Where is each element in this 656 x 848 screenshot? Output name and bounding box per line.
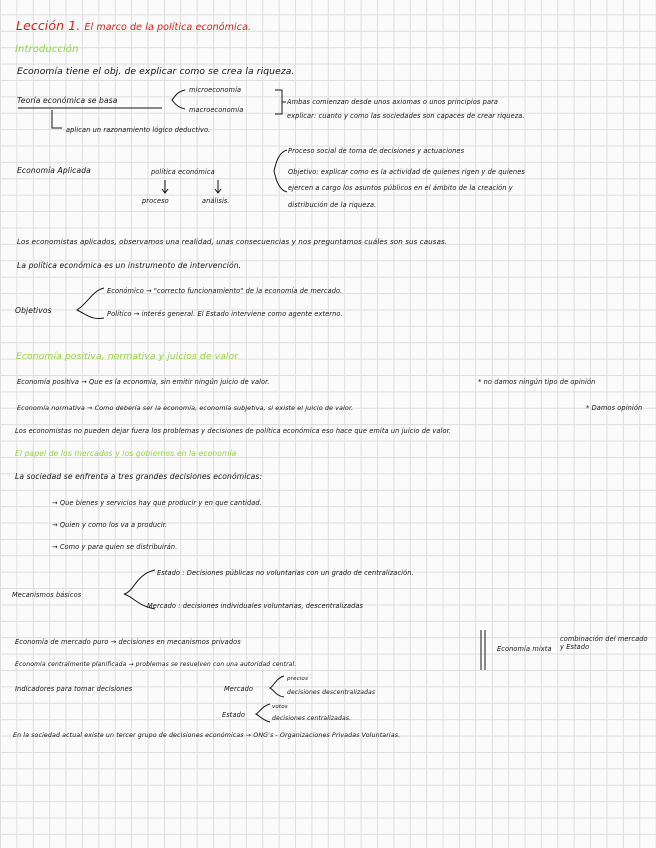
text-proceso: proceso bbox=[142, 197, 169, 205]
arrow-razonamiento bbox=[52, 110, 62, 128]
text-teoria: Teoría económica se basa bbox=[17, 96, 118, 105]
list-item: → Que bienes y servicios hay que producir y en que cantidad. bbox=[52, 499, 262, 507]
text-precios: precios bbox=[287, 676, 308, 682]
text-micro: microeconomía bbox=[189, 86, 242, 94]
text-economistas: Los economistas no pueden dejar fuera los problemas y decisiones de política económica eso hace que emita un juicio de valor. bbox=[15, 427, 452, 435]
text-aplicada: Economía Aplicada bbox=[17, 166, 91, 175]
heading-papel-mercados: El papel de los mercados y los gobiernos en la economía bbox=[15, 449, 237, 458]
text-instrumento: La política económica es un instrumento de intervención. bbox=[17, 261, 242, 270]
brace-objetivos bbox=[77, 288, 104, 319]
divider-mixta bbox=[481, 630, 485, 670]
text-politica: política económica bbox=[151, 168, 215, 176]
heading-introduccion: Introducción bbox=[15, 44, 79, 55]
list-item: → Quien y como los va a producir. bbox=[52, 521, 168, 529]
list-item: → Como y para quien se distribuirán. bbox=[52, 543, 178, 551]
text-planificada: Economía centralmente planificada → problemas se resuelven con una autoridad central. bbox=[15, 661, 297, 668]
text-ong: En la sociedad actual existe un tercer grupo de decisiones económicas → ONG's - Organizaciones Privadas Voluntarias. bbox=[13, 732, 401, 739]
brace-aplicada bbox=[274, 150, 287, 192]
text-mercado-2: Mercado bbox=[224, 685, 254, 693]
text-descentralizadas: decisiones descentralizadas bbox=[287, 689, 376, 696]
arrow-analisis bbox=[215, 180, 221, 193]
text-objetivos: Objetivos bbox=[15, 306, 52, 315]
text-ambas-2: explicar: cuanto y como las sociedades son capaces de crear riqueza. bbox=[287, 112, 525, 120]
text-razonamiento: aplican un razonamiento lógico deductivo. bbox=[66, 126, 211, 134]
text-normativa: Economía normativa → Como debería ser la economía, economía subjetiva, si existe el juicio de valor. bbox=[17, 404, 354, 412]
text-objetivo-2: ejercen a cargo los asuntos públicos en el ámbito de la creación y bbox=[288, 184, 513, 192]
text-proceso-social: Proceso social de toma de decisiones y actuaciones bbox=[288, 147, 465, 155]
arrow-proceso bbox=[162, 180, 168, 193]
text-objetivo-1: Objetivo: explicar como es la actividad de quienes rigen y de quienes bbox=[288, 168, 525, 176]
text-positiva: Economía positiva → Que es la economía, sin emitir ningún juicio de valor. bbox=[17, 378, 270, 386]
text-votos: votos bbox=[272, 704, 288, 710]
brace-mercado bbox=[270, 676, 284, 697]
lesson-number: Lección 1. bbox=[16, 18, 81, 33]
text-normativa-note: * Damos opinión bbox=[586, 404, 643, 412]
text-aplicados: Los economistas aplicados, observamos una realidad, unas consecuencias y nos preguntamos cuáles son sus causas. bbox=[17, 237, 448, 246]
text-economico: Económico → "correcto funcionamiento" de la economía de mercado. bbox=[107, 287, 343, 295]
brace-teoria bbox=[172, 90, 185, 109]
text-combinacion: combinación del mercado y Estado bbox=[560, 635, 648, 651]
text-analisis: análisis. bbox=[202, 197, 230, 205]
lesson-name: El marco de la política económica. bbox=[84, 22, 252, 33]
text-indicadores: Indicadores para tomar decisiones bbox=[15, 685, 133, 693]
lesson-title bbox=[16, 20, 251, 34]
text-positiva-note: * no damos ningún tipo de opinión bbox=[478, 378, 596, 386]
text-ambas-1: Ambas comienzan desde unos axiomas o unos principios para bbox=[287, 98, 499, 106]
text-sociedad: La sociedad se enfrenta a tres grandes decisiones económicas: bbox=[15, 472, 263, 481]
text-macro: macroeconomía bbox=[189, 106, 244, 114]
bracket-ambas bbox=[275, 90, 286, 114]
heading-economia-positiva: Economía positiva, normativa y juicios de valor bbox=[16, 351, 239, 362]
text-mixta: Economía mixta bbox=[497, 645, 552, 653]
brace-estado bbox=[256, 704, 270, 722]
text-mercado: Mercado : decisiones individuales voluntarias, descentralizadas bbox=[147, 602, 364, 610]
text-estado: Estado : Decisiones públicas no voluntarias con un grado de centralización. bbox=[157, 569, 414, 577]
text-centralizadas: decisiones centralizadas. bbox=[272, 715, 352, 722]
text-mercado-puro: Economía de mercado puro → decisiones en mecanismos privados bbox=[15, 638, 241, 646]
text-mecanismos: Mecanismos básicos bbox=[12, 591, 82, 599]
text-objetivo-3: distribución de la riqueza. bbox=[288, 201, 377, 209]
text-estado-2: Estado bbox=[222, 711, 246, 719]
text-line: Economía tiene el obj. de explicar como se crea la riqueza. bbox=[17, 66, 295, 77]
text-politico: Político → interés general. El Estado interviene como agente externo. bbox=[107, 310, 343, 318]
